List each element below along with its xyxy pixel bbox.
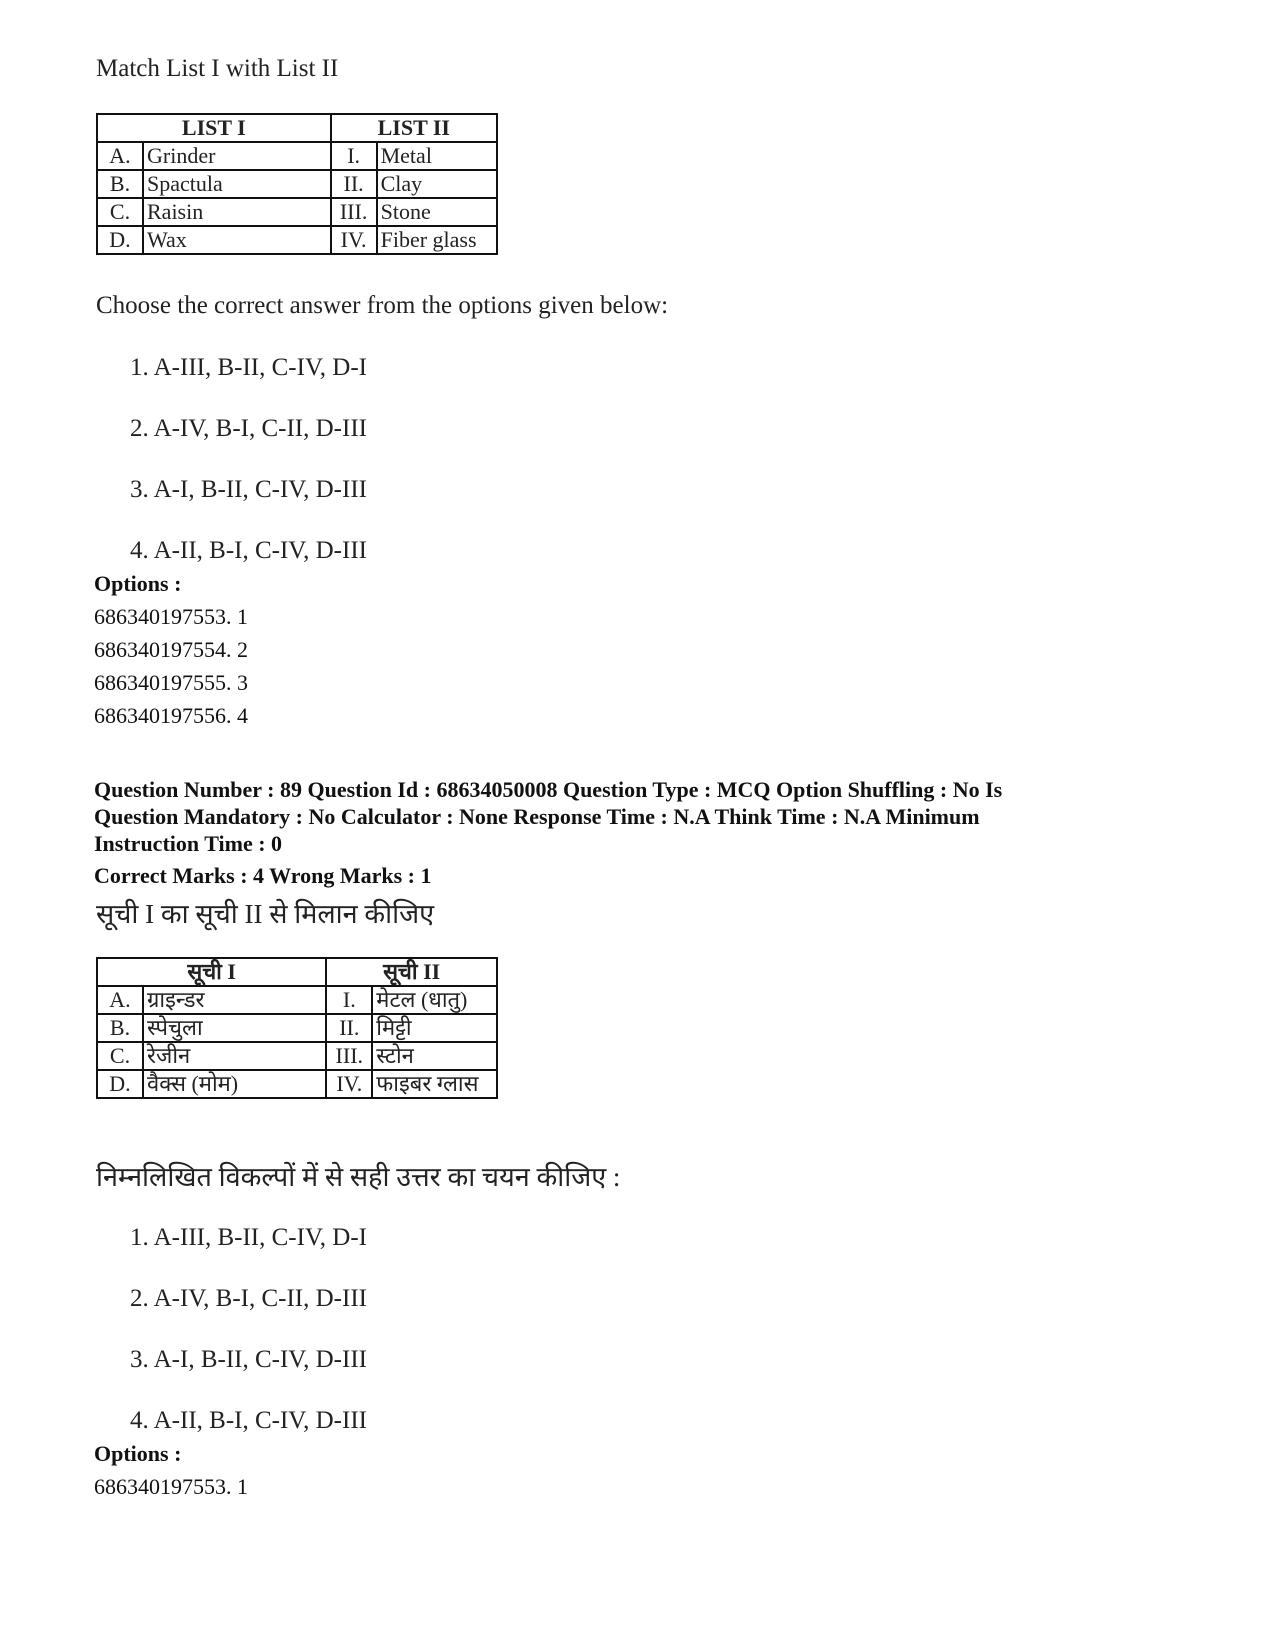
list-one-header: LIST I	[97, 114, 331, 142]
list-one-key: C.	[97, 198, 143, 226]
list-two-key: II.	[326, 1014, 372, 1042]
answer-choice: 2. A-IV, B-I, C-II, D-III	[130, 1285, 367, 1312]
list-one-key: D.	[97, 226, 143, 254]
match-table	[96, 957, 498, 1099]
list-one-value: स्पेचुला	[143, 1014, 326, 1042]
list-two-header: LIST II	[331, 114, 497, 142]
options-label: Options :	[94, 1441, 182, 1466]
option-item: 686340197556. 4	[94, 703, 248, 728]
list-one-key: C.	[97, 1042, 143, 1070]
list-two-key: IV.	[326, 1070, 372, 1098]
list-one-value: ग्राइन्डर	[143, 986, 326, 1014]
answer-choice: 1. A-III, B-II, C-IV, D-I	[130, 1224, 367, 1251]
list-one-header: सूची I	[97, 958, 326, 986]
list-two-key: IV.	[331, 226, 377, 254]
table-row	[97, 1014, 497, 1042]
list-two-value: Metal	[377, 142, 497, 170]
question-meta	[94, 776, 1094, 857]
question-meta-line: Instruction Time : 0	[94, 831, 283, 856]
list-two-value: स्टोन	[372, 1042, 497, 1070]
table-row	[97, 986, 497, 1014]
list-two-key: II.	[331, 170, 377, 198]
options-label: Options :	[94, 571, 182, 596]
table-row	[97, 142, 497, 170]
list-one-key: B.	[97, 170, 143, 198]
option-item: 686340197553. 1	[94, 1474, 248, 1499]
answer-choice: 3. A-I, B-II, C-IV, D-III	[130, 1346, 367, 1373]
list-two-value: Fiber glass	[377, 226, 497, 254]
answer-choice: 4. A-II, B-I, C-IV, D-III	[130, 537, 367, 564]
list-two-key: III.	[326, 1042, 372, 1070]
list-one-value: Wax	[143, 226, 331, 254]
table-row	[97, 198, 497, 226]
question-instruction: Choose the correct answer from the options given below:	[96, 292, 669, 319]
list-two-key: I.	[331, 142, 377, 170]
answer-choice: 2. A-IV, B-I, C-II, D-III	[130, 415, 367, 442]
question-instruction: निम्नलिखित विकल्पों में से सही उत्तर का चयन कीजिए :	[96, 1162, 621, 1192]
question-prompt: Match List I with List II	[96, 55, 339, 82]
list-one-key: A.	[97, 142, 143, 170]
table-row	[97, 170, 497, 198]
answer-choice: 4. A-II, B-I, C-IV, D-III	[130, 1407, 367, 1434]
list-two-value: Clay	[377, 170, 497, 198]
table-row	[97, 1070, 497, 1098]
table-row	[97, 1042, 497, 1070]
option-item: 686340197553. 1	[94, 604, 248, 629]
list-one-value: रेजीन	[143, 1042, 326, 1070]
question-prompt: सूची I का सूची II से मिलान कीजिए	[96, 899, 435, 929]
match-table	[96, 113, 498, 255]
list-two-key: III.	[331, 198, 377, 226]
list-two-value: Stone	[377, 198, 497, 226]
list-one-key: B.	[97, 1014, 143, 1042]
list-one-value: Grinder	[143, 142, 331, 170]
list-two-header: सूची II	[326, 958, 497, 986]
table-header-row	[97, 958, 497, 986]
marks-info: Correct Marks : 4 Wrong Marks : 1	[94, 863, 432, 888]
list-one-value: Spactula	[143, 170, 331, 198]
list-two-key: I.	[326, 986, 372, 1014]
option-item: 686340197554. 2	[94, 637, 248, 662]
list-one-value: वैक्स (मोम)	[143, 1070, 326, 1098]
option-item: 686340197555. 3	[94, 670, 248, 695]
list-one-key: D.	[97, 1070, 143, 1098]
table-row	[97, 226, 497, 254]
list-one-value: Raisin	[143, 198, 331, 226]
answer-choice: 3. A-I, B-II, C-IV, D-III	[130, 476, 367, 503]
table-header-row	[97, 114, 497, 142]
list-one-key: A.	[97, 986, 143, 1014]
question-meta-line: Question Number : 89 Question Id : 68634050008 Question Type : MCQ Option Shuffling : No Is	[94, 777, 1003, 802]
list-two-value: मेटल (धातु)	[372, 986, 497, 1014]
list-two-value: फाइबर ग्लास	[372, 1070, 497, 1098]
answer-choice: 1. A-III, B-II, C-IV, D-I	[130, 354, 367, 381]
question-meta-line: Question Mandatory : No Calculator : None Response Time : N.A Think Time : N.A Minimum	[94, 804, 980, 829]
list-two-value: मिट्टी	[372, 1014, 497, 1042]
